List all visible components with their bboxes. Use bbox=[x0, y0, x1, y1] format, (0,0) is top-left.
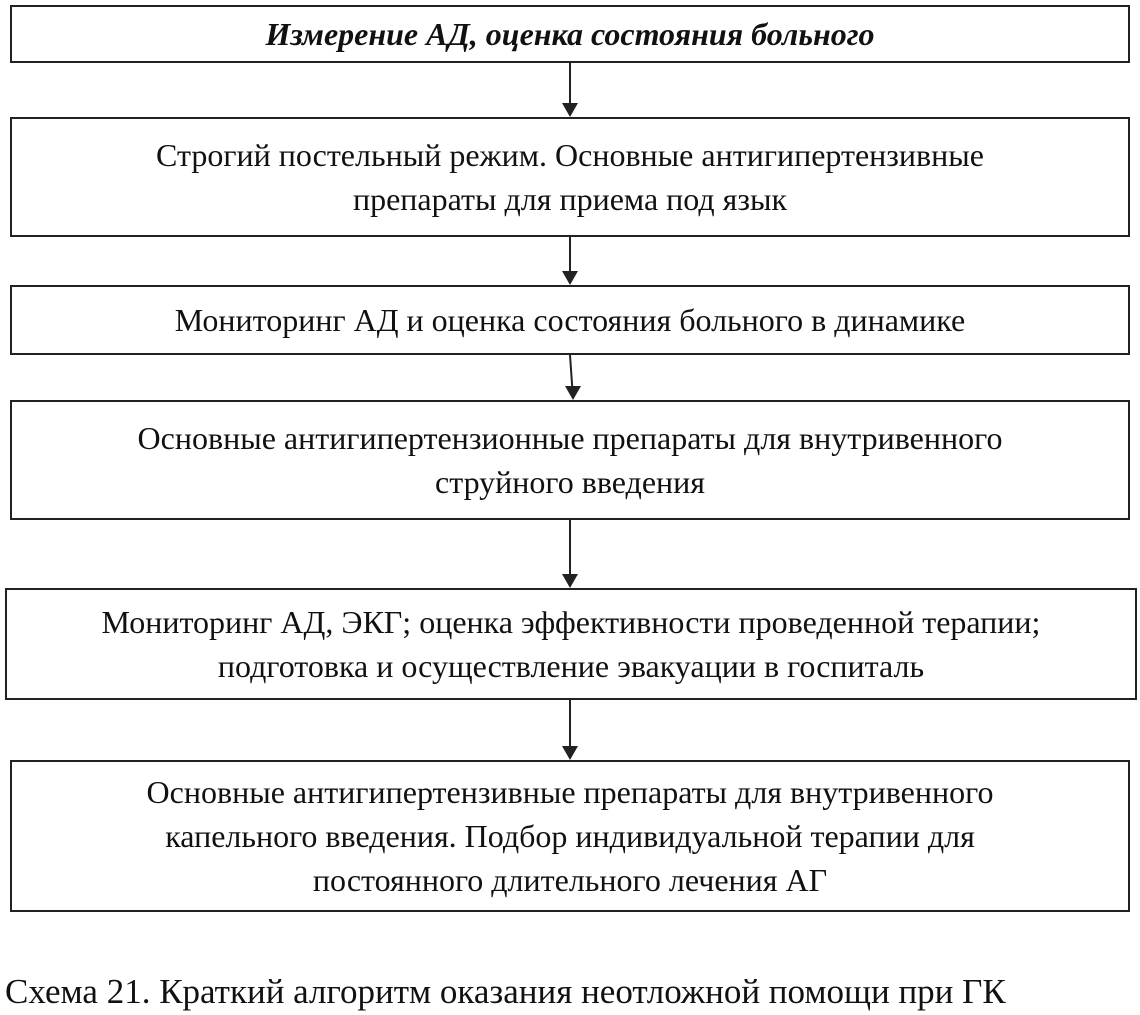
step-text: капельного введения. Подбор индивидуальной терапии для bbox=[165, 818, 975, 854]
step-text: постоянного длительного лечения АГ bbox=[312, 862, 828, 898]
figure-caption: Схема 21. Краткий алгоритм оказания неотложной помощи при ГК bbox=[5, 972, 1006, 1011]
step-text: струйного введения bbox=[434, 464, 705, 500]
step-text: Измерение АД, оценка состояния больного bbox=[265, 16, 875, 52]
step-text: препараты для приема под язык bbox=[352, 181, 788, 217]
step-text: подготовка и осуществление эвакуации в госпиталь bbox=[217, 648, 925, 684]
step-text: Мониторинг АД и оценка состояния больного в динамике bbox=[174, 302, 966, 338]
step-1-box bbox=[10, 5, 1130, 63]
step-6-box bbox=[10, 760, 1130, 912]
step-4-box bbox=[10, 400, 1130, 520]
step-text: Строгий постельный режим. Основные антигипертензивные bbox=[156, 137, 984, 173]
step-2-box bbox=[10, 117, 1130, 237]
step-text: Основные антигипертензионные препараты для внутривенного bbox=[137, 420, 1003, 456]
step-3-box bbox=[10, 285, 1130, 355]
step-5-box bbox=[5, 588, 1137, 700]
step-text: Мониторинг АД, ЭКГ; оценка эффективности проведенной терапии; bbox=[101, 604, 1041, 640]
step-text: Основные антигипертензивные препараты для внутривенного bbox=[146, 774, 994, 810]
